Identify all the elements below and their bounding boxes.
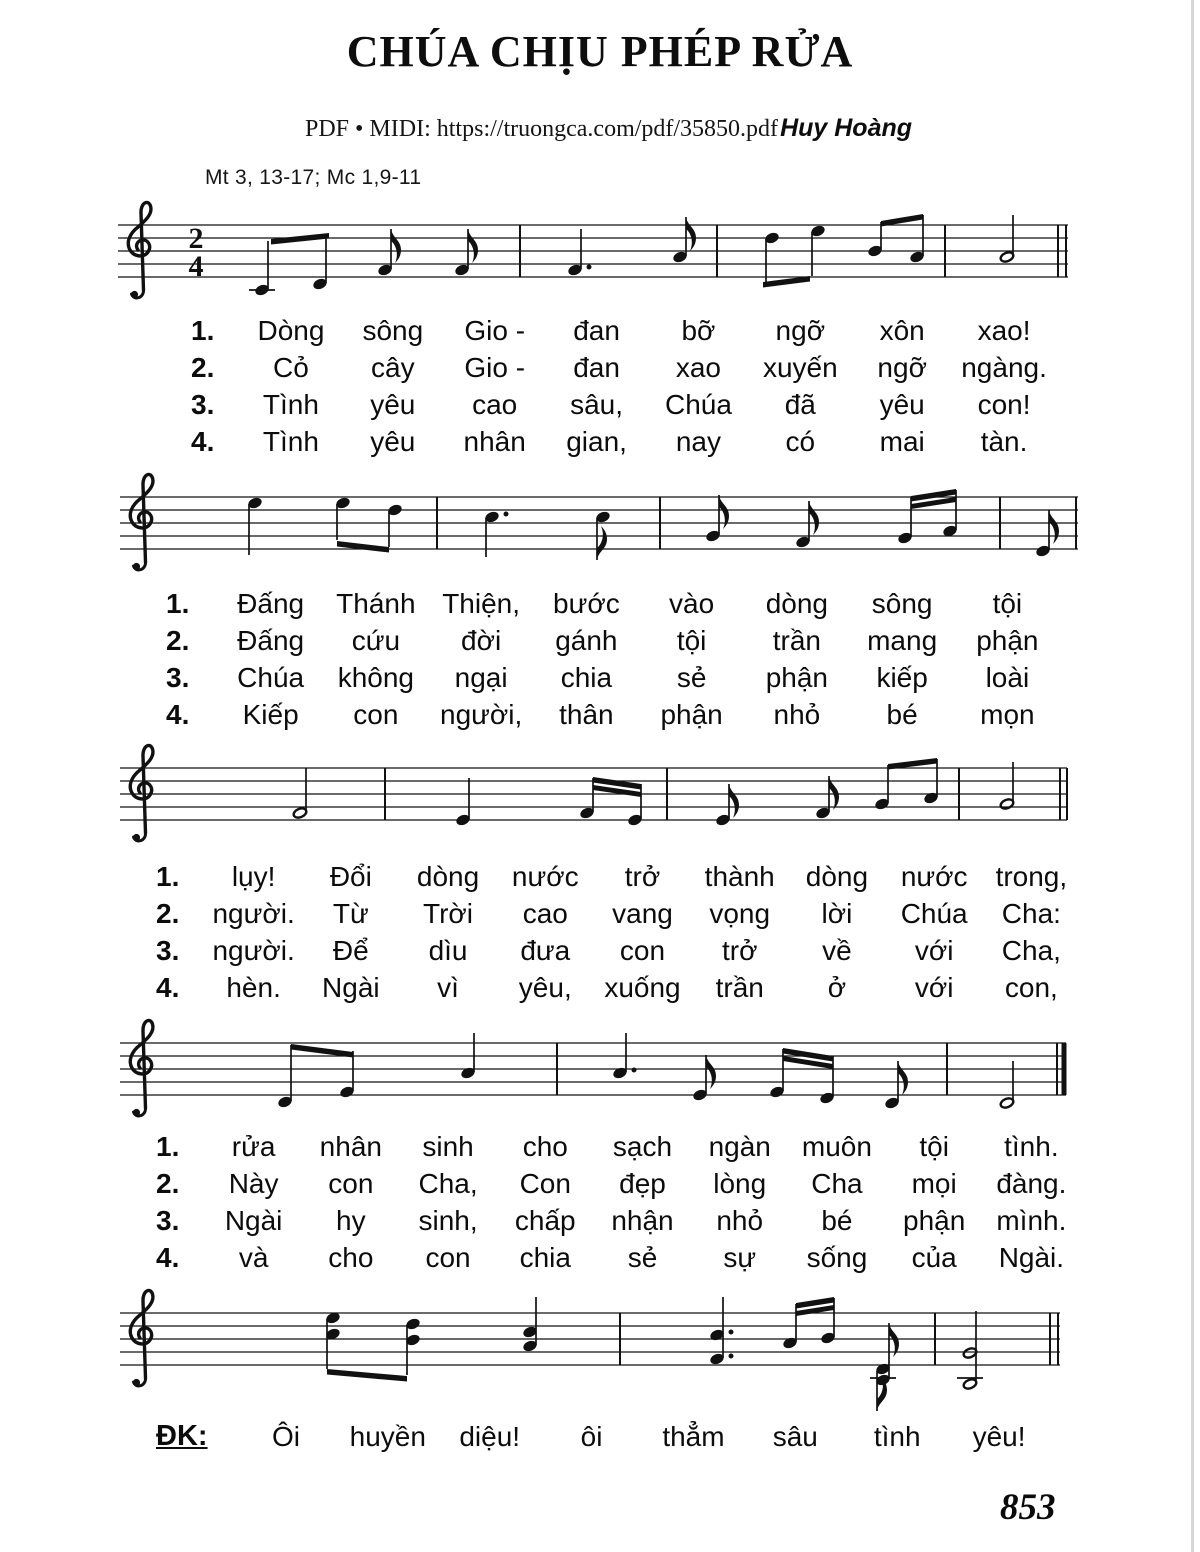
lyric-block-2 [160,585,1060,733]
lyric-row [150,1418,1050,1455]
scan-edge-artifact [1191,0,1194,1552]
lyric-word: dòng [805,861,869,892]
verse-number: 3. [156,1205,180,1236]
lyric-word: Từ [332,898,369,929]
lyric-word: cao [522,898,568,929]
lyric-word: bé [886,699,918,730]
lyric-word: ngàn [708,1131,771,1162]
lyric-word: Cha: [1001,898,1061,929]
lyric-word: người. [212,898,295,929]
lyric-word: diệu! [459,1421,521,1452]
lyric-word: sạch [612,1131,673,1162]
lyric-word: với [914,935,954,966]
verse-number: 4. [156,1242,180,1273]
lyric-word: cho [522,1131,568,1162]
lyric-word: mang [867,625,938,656]
verse-number: 1. [191,315,215,346]
verse-number: 1. [166,588,190,619]
lyric-word: dòng [416,861,480,892]
lyric-word: Cha, [418,1168,478,1199]
verse-number: 4. [156,972,180,1003]
refrain-line [150,1418,1050,1455]
svg-text:2: 2 [188,222,204,255]
byline [305,114,912,143]
lyric-word: về [822,935,852,966]
lyric-word: nước [511,861,579,892]
lyric-row [160,696,1060,733]
lyric-word: ở [827,972,847,1003]
page-title: CHÚA CHỊU PHÉP RỬA [346,27,854,76]
lyric-word: con [353,699,399,730]
lyric-word: đưa [520,935,571,966]
lyric-word: vì [437,972,459,1003]
lyric-row [150,858,1080,895]
lyric-row [160,622,1060,659]
lyric-word: tội [919,1131,949,1162]
refrain-label: ĐK: [156,1420,208,1452]
lyric-word: lụy! [231,861,276,892]
lyric-word: Chúa [664,389,732,420]
lyric-word: vào [669,588,715,619]
lyric-word: Kiếp [242,699,299,730]
lyric-word: cho [328,1242,374,1273]
lyric-word: Ngài [322,972,380,1003]
lyric-word: xuống [604,972,681,1003]
lyric-word: ngỡ [877,352,927,383]
lyric-row [150,969,1080,1006]
lyric-word: Tình [262,389,319,420]
lyric-word: lời [821,898,853,929]
lyric-word: hy [336,1205,366,1236]
lyric-word: Ngài. [998,1242,1065,1273]
lyric-word: Cha, [1001,935,1061,966]
staff-2 [110,467,1085,597]
lyric-word: trong, [995,861,1068,892]
lyric-word: thân [559,699,614,730]
lyric-word: đã [784,389,816,420]
lyric-word: vang [612,898,673,929]
lyric-word: con [425,1242,471,1273]
lyric-word: sinh, [418,1205,478,1236]
lyric-word: sinh [422,1131,474,1162]
lyric-word: cây [371,352,415,383]
verse-number: 2. [191,352,215,383]
lyric-word: đan [573,352,620,383]
lyric-word: nhân [463,426,526,457]
lyric-row [150,1128,1080,1165]
lyric-word: tội [992,588,1023,619]
lyric-word: dòng [765,588,829,619]
lyric-word: Gio - [464,352,526,383]
lyric-word: mai [879,426,925,457]
lyric-word: nay [675,426,722,457]
lyric-word: vọng [709,898,771,929]
lyric-word: xuyến [762,352,838,383]
staff-4 [110,1013,1085,1143]
lyric-word: chia [519,1242,571,1273]
lyric-word: trở [721,935,758,966]
lyric-word: xôn [879,315,925,346]
staff-1 [110,195,1085,325]
verse-number: 2. [156,1168,180,1199]
lyric-word: của [911,1242,957,1273]
lyric-word: sống [806,1242,868,1273]
lyric-word: con [619,935,666,966]
lyric-word: người, [440,699,523,730]
lyric-word: đàng. [996,1168,1067,1199]
lyric-word: tình [873,1421,921,1452]
lyric-word: mọi [911,1168,957,1199]
scripture-reference: Mt 3, 13-17; Mc 1,9-11 [205,166,422,189]
lyric-word: ôi [580,1421,603,1452]
verse-number: 4. [191,426,215,457]
verse-number: 2. [156,898,180,929]
lyric-word: gánh [555,625,618,656]
lyric-word: sông [362,315,424,346]
lyric-word: Chúa [900,898,968,929]
lyric-word: Gio - [464,315,526,346]
lyric-word: ngàng. [961,352,1047,383]
lyric-word: trần [772,625,821,656]
lyric-word: dìu [428,935,468,966]
lyric-word: con! [977,389,1031,420]
lyric-word: yêu [370,426,416,457]
lyric-word: Cỏ [273,352,309,383]
lyric-row [160,659,1060,696]
lyric-word: yêu, [518,972,572,1003]
lyric-word: hèn. [226,972,281,1003]
lyric-word: ngại [454,662,508,693]
lyric-block-3 [150,858,1080,1006]
lyric-word: Thiện, [442,588,521,619]
lyric-word: thành [704,861,775,892]
lyric-word: nước [900,861,968,892]
lyric-word: đan [573,315,620,346]
verse-number: 1. [156,1131,180,1162]
lyric-row [185,349,1055,386]
lyric-row [150,1239,1080,1276]
lyric-word: loài [985,662,1030,693]
lyric-word: huyền [349,1421,426,1452]
lyric-word: cao [472,389,518,420]
lyric-word: Con [519,1168,571,1199]
lyric-word: bé [821,1205,853,1236]
links-label: PDF • MIDI: [305,116,437,142]
lyric-word: sâu, [570,389,624,420]
lyric-word: sông [871,588,933,619]
lyric-word: cứu [351,625,401,656]
lyric-word: nhận [611,1205,674,1236]
lyric-word: yêu [879,389,925,420]
lyric-word: đẹp [619,1168,666,1199]
lyric-word: xao [675,352,722,383]
svg-text:4: 4 [188,250,204,283]
verse-number: 3. [191,389,215,420]
lyric-word: phận [976,625,1039,656]
lyric-word: thẳm [662,1421,725,1452]
lyric-word: tội [676,625,707,656]
lyric-row [185,423,1055,460]
lyric-word: lòng [713,1168,767,1199]
lyric-word: Tình [262,426,319,457]
lyric-word: Dòng [257,315,325,346]
lyric-word: nhân [319,1131,382,1162]
verse-number: 2. [166,625,190,656]
lyric-word: trần [715,972,764,1003]
staff-3 [110,738,1085,868]
lyric-word: Đấng [237,625,305,656]
lyric-word: phận [765,662,829,693]
lyric-word: rửa [231,1131,276,1162]
lyric-word: yêu! [972,1421,1026,1452]
verse-number: 1. [156,861,180,892]
lyric-word: yêu [370,389,416,420]
lyric-word: Chúa [237,662,305,693]
lyric-row [160,585,1060,622]
lyric-word: và [238,1242,269,1273]
lyric-word: Ngài [224,1205,283,1236]
lyric-word: xao! [977,315,1031,346]
lyric-word: phận [660,699,723,730]
lyric-row [150,1165,1080,1202]
lyric-word: mình. [996,1205,1067,1236]
lyric-word: nhỏ [773,699,821,730]
lyric-word: sự [723,1242,757,1273]
lyric-word: sâu [772,1421,818,1452]
verse-number: 4. [166,699,190,730]
pdf-midi-link[interactable]: https://truongca.com/pdf/35850.pdf [436,116,779,142]
lyric-word: kiếp [876,662,928,693]
lyric-word: với [914,972,954,1003]
lyric-word: con [328,1168,374,1199]
lyric-word: muôn [801,1131,872,1162]
lyric-word: Đổi [329,861,372,892]
lyric-word: Để [332,935,369,966]
lyric-row [150,932,1080,969]
lyric-word: con, [1004,972,1058,1003]
lyric-word: Này [228,1168,279,1199]
lyric-word: ngỡ [775,315,826,346]
page-number: 853 [1000,1487,1056,1528]
staff-5 [110,1283,1085,1428]
lyric-row [185,386,1055,423]
lyric-word: Thánh [336,588,416,619]
lyric-word: Cha [811,1168,863,1199]
lyric-word: mọn [980,699,1035,730]
lyric-word: sẻ [676,662,707,693]
lyric-word: người. [212,935,295,966]
lyric-word: có [785,426,816,457]
lyric-word: Đấng [237,588,305,619]
lyric-word: đời [461,625,502,656]
lyric-word: bỡ [681,315,716,346]
lyric-word: gian, [566,426,627,457]
verse-number: 3. [166,662,190,693]
lyric-block-1 [185,312,1055,460]
author-name: Huy Hoàng [780,114,913,142]
lyric-row [150,1202,1080,1239]
lyric-word: chấp [514,1205,576,1236]
lyric-row [150,895,1080,932]
verse-number: 3. [156,935,180,966]
lyric-word: không [337,662,415,693]
lyric-word: bước [553,588,620,619]
lyric-word: nhỏ [716,1205,764,1236]
lyric-word: Ôi [271,1421,300,1452]
lyric-word: chia [560,662,613,693]
lyric-row [185,312,1055,349]
lyric-block-4 [150,1128,1080,1276]
lyric-word: tình. [1004,1131,1059,1162]
lyric-word: tàn. [980,426,1028,457]
lyric-word: trở [624,861,661,892]
lyric-word: phận [903,1205,966,1236]
lyric-word: sẻ [627,1242,658,1273]
lyric-word: Trời [423,898,474,929]
